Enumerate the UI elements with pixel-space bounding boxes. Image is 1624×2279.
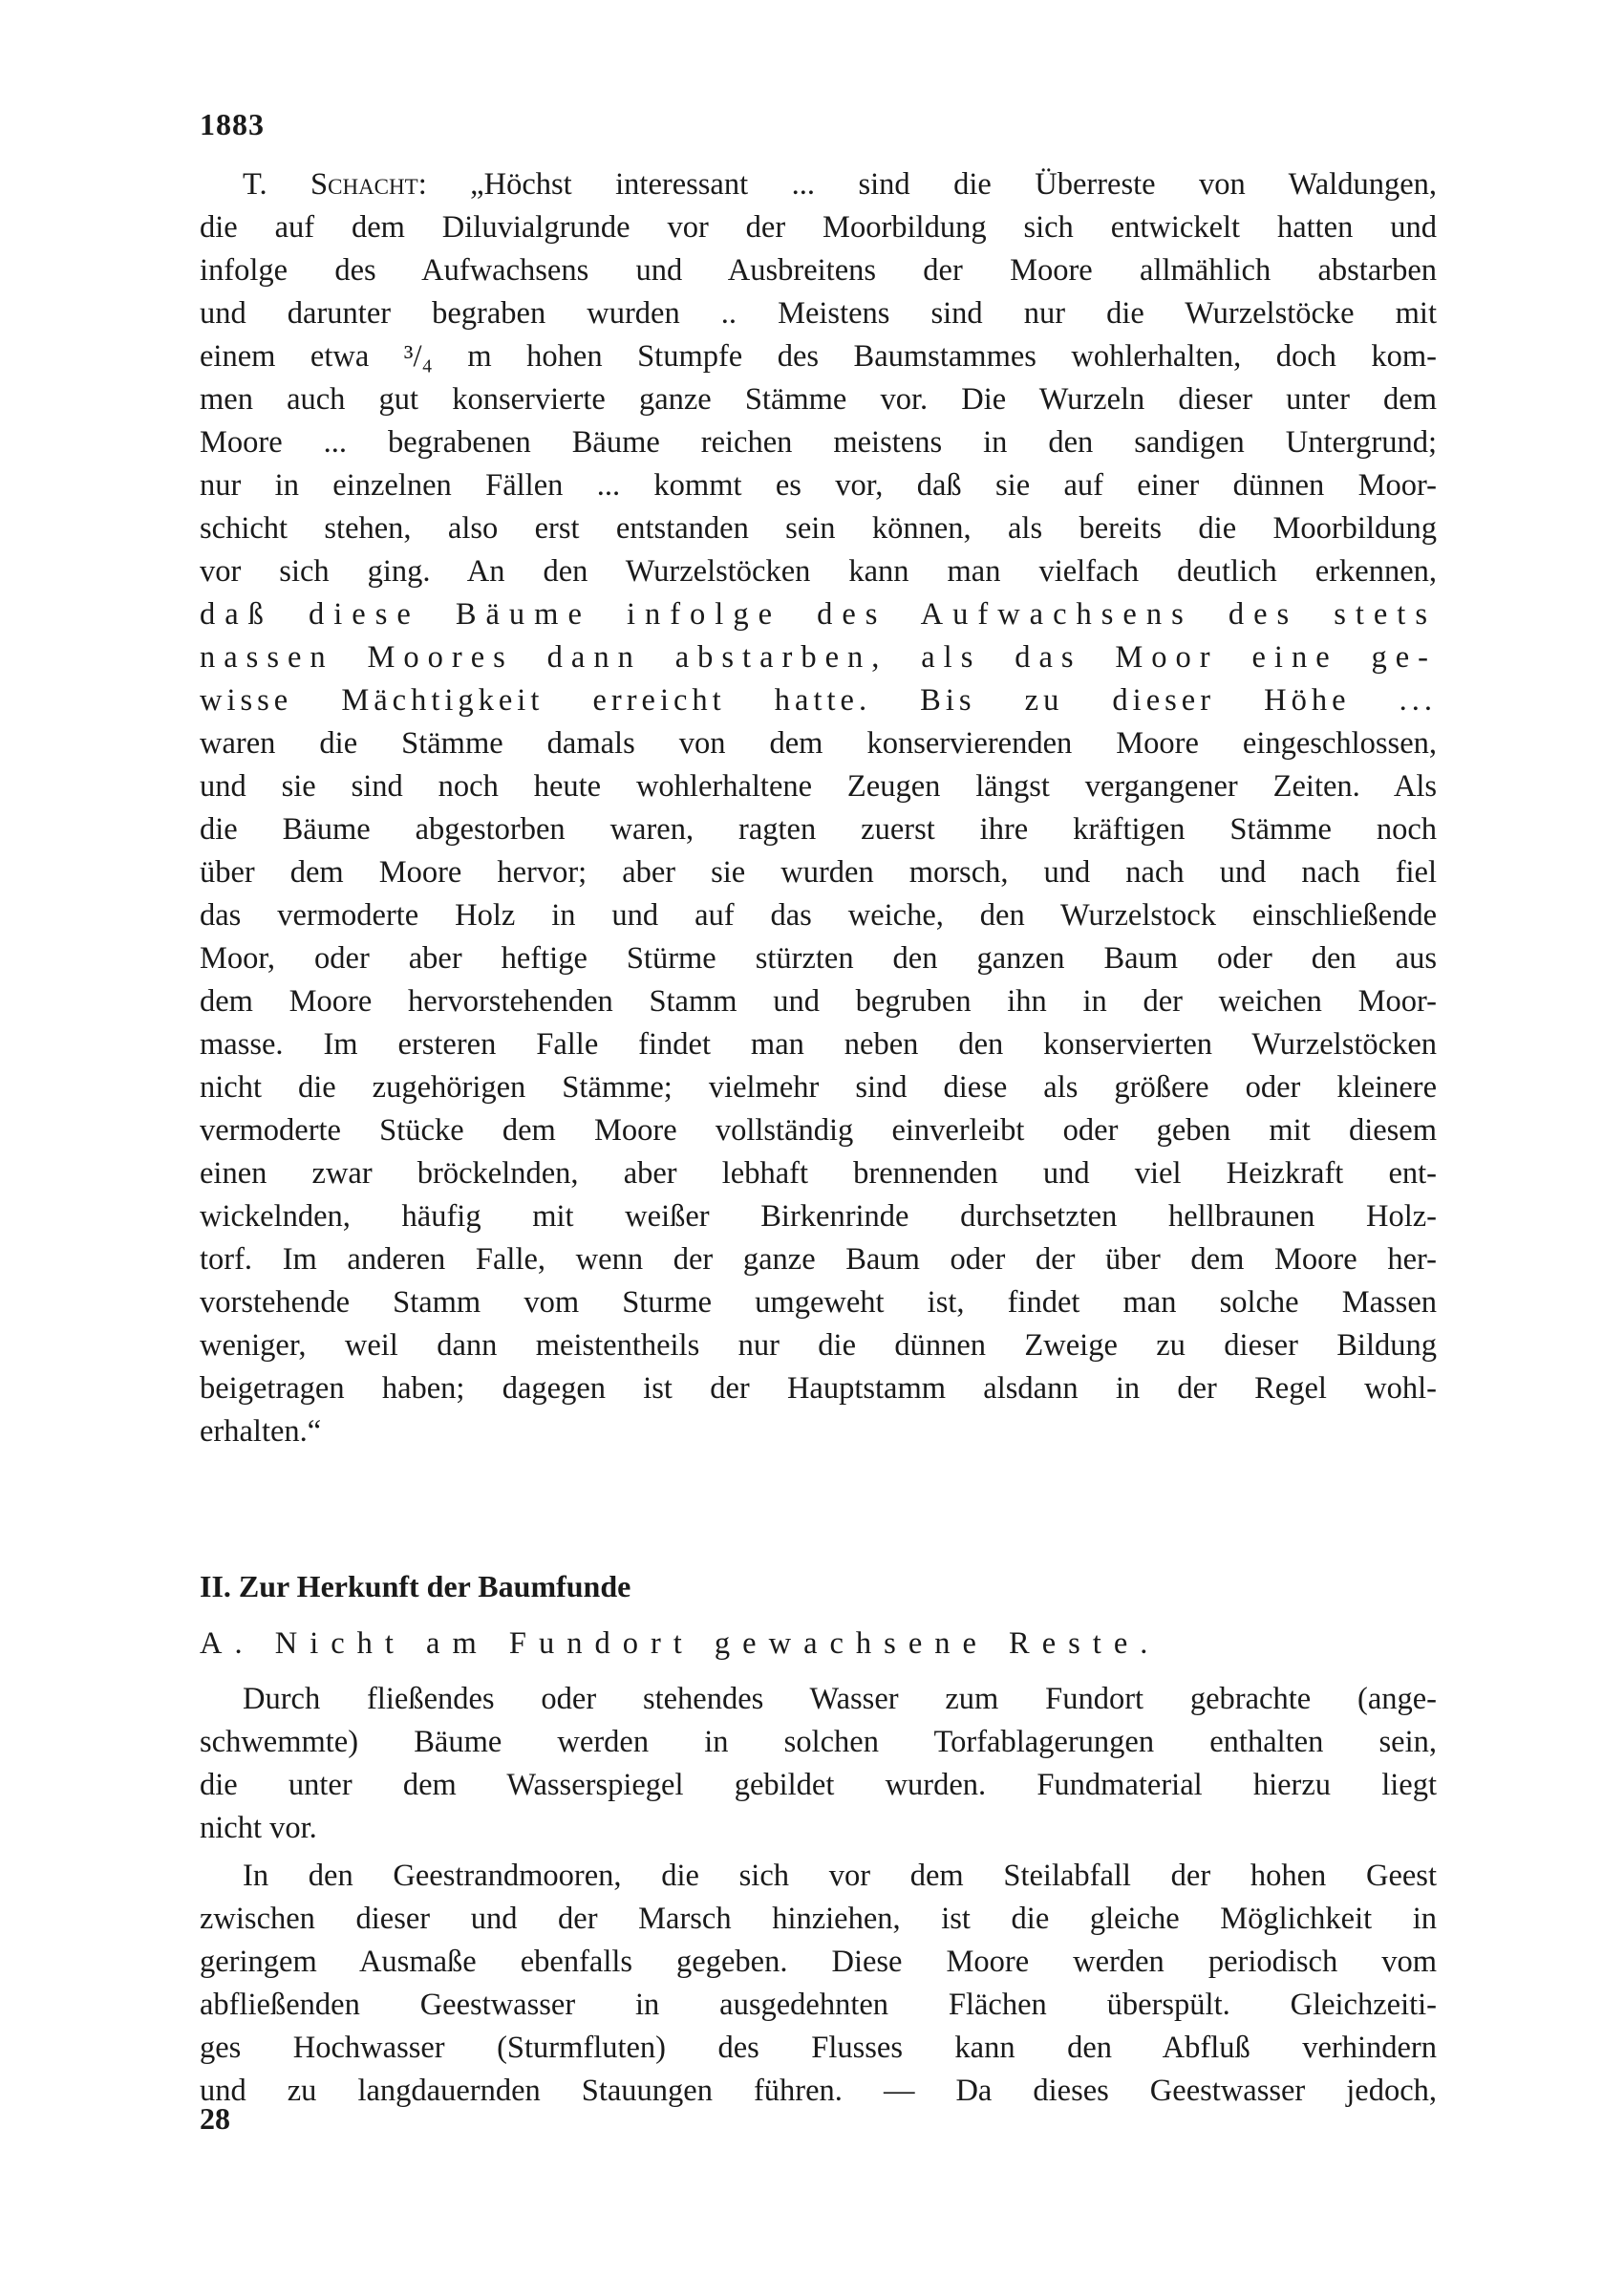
text-line: waren die Stämme damals von dem konservierenden Moore eingeschlossen,: [200, 726, 1437, 761]
text-line: dem Moore hervorstehenden Stamm und begruben ihn in der weichen Moor-: [200, 984, 1437, 1019]
text-line: ges Hochwasser (Sturmfluten) des Flusses kann den Abfluß verhindern: [200, 2031, 1437, 2065]
section-subheading: A. Nicht am Fundort gewachsene Reste.: [200, 1626, 1161, 1661]
text-line: torf. Im anderen Falle, wenn der ganze Baum oder der über dem Moore her-: [200, 1242, 1437, 1277]
text-line: Durch fließendes oder stehendes Wasser zum Fundort gebrachte (ange-: [243, 1682, 1437, 1716]
text-line: das vermoderte Holz in und auf das weiche, den Wurzelstock einschließende: [200, 898, 1437, 933]
page-number: 28: [200, 2101, 230, 2136]
text-line: über dem Moore hervor; aber sie wurden morsch, und nach und nach fiel: [200, 855, 1437, 890]
text-line: einen zwar bröckelnden, aber lebhaft brennenden und viel Heizkraft ent-: [200, 1156, 1437, 1191]
text-line: abfließenden Geestwasser in ausgedehnten Flächen überspült. Gleichzeiti-: [200, 1988, 1437, 2022]
text-line: men auch gut konservierte ganze Stämme vor. Die Wurzeln dieser unter dem: [200, 382, 1437, 417]
text-line: Moor, oder aber heftige Stürme stürzten den ganzen Baum oder den aus: [200, 941, 1437, 976]
text-line: erhalten.“: [200, 1414, 322, 1449]
spaced-text-line: wisse Mächtigkeit erreicht hatte. Bis zu dieser Höhe ...: [200, 683, 1437, 718]
text-line: beigetragen haben; dagegen ist der Hauptstamm alsdann in der Regel wohl-: [200, 1371, 1437, 1406]
text-line: zwischen dieser und der Marsch hinziehen, ist die gleiche Möglichkeit in: [200, 1902, 1437, 1936]
text-line: die Bäume abgestorben waren, ragten zuerst ihre kräftigen Stämme noch: [200, 812, 1437, 847]
text-line: [243, 165, 1437, 204]
author-name: Schacht: [310, 167, 418, 202]
text-line: infolge des Aufwachsens und Ausbreitens der Moore allmählich abstarben: [200, 253, 1437, 288]
line-rest: : „Höchst interessant ... sind die Überreste von Waldungen,: [417, 167, 1437, 202]
spaced-text-line: daß diese Bäume infolge des Aufwachsens des stets: [200, 597, 1437, 632]
year-heading: 1883: [200, 107, 265, 141]
text-line: geringem Ausmaße ebenfalls gegeben. Diese Moore werden periodisch vom: [200, 1945, 1437, 1979]
text-line: und sie sind noch heute wohlerhaltene Zeugen längst vergangener Zeiten. Als: [200, 769, 1437, 804]
text-line: wickelnden, häufig mit weißer Birkenrinde durchsetzten hellbraunen Holz-: [200, 1199, 1437, 1234]
text-line: die auf dem Diluvialgrunde vor der Moorbildung sich entwickelt hatten und: [200, 210, 1437, 245]
text-line: nicht vor.: [200, 1811, 317, 1845]
text-line: einem etwa ³/₄ m hohen Stumpfe des Baumstammes wohlerhalten, doch kom-: [200, 339, 1437, 374]
text-line: schwemmte) Bäume werden in solchen Torfablagerungen enthalten sein,: [200, 1725, 1437, 1759]
text-line: schicht stehen, also erst entstanden sein können, als bereits die Moorbildung: [200, 511, 1437, 546]
text-line: vor sich ging. An den Wurzelstöcken kann man vielfach deutlich erkennen,: [200, 554, 1437, 589]
text-line: und darunter begraben wurden .. Meistens sind nur die Wurzelstöcke mit: [200, 296, 1437, 331]
text-line: Moore ... begrabenen Bäume reichen meistens in den sandigen Untergrund;: [200, 425, 1437, 460]
spaced-text-line: nassen Moores dann abstarben, als das Moor eine ge-: [200, 640, 1437, 675]
line-prefix: T.: [243, 167, 311, 202]
text-line: nur in einzelnen Fällen ... kommt es vor, daß sie auf einer dünnen Moor-: [200, 468, 1437, 503]
document-page: [200, 0, 1437, 2279]
text-line: die unter dem Wasserspiegel gebildet wurden. Fundmaterial hierzu liegt: [200, 1768, 1437, 1802]
section-heading: II. Zur Herkunft der Baumfunde: [200, 1569, 631, 1603]
text-line: masse. Im ersteren Falle findet man neben den konservierten Wurzelstöcken: [200, 1027, 1437, 1062]
text-line: In den Geestrandmooren, die sich vor dem Steilabfall der hohen Geest: [243, 1859, 1437, 1893]
text-line: nicht die zugehörigen Stämme; vielmehr sind diese als größere oder kleinere: [200, 1070, 1437, 1105]
text-line: vorstehende Stamm vom Sturme umgeweht ist, findet man solche Massen: [200, 1285, 1437, 1320]
text-line: vermoderte Stücke dem Moore vollständig einverleibt oder geben mit diesem: [200, 1113, 1437, 1148]
text-line: und zu langdauernden Stauungen führen. — Da dieses Geestwasser jedoch,: [200, 2074, 1437, 2108]
text-line: weniger, weil dann meistentheils nur die dünnen Zweige zu dieser Bildung: [200, 1328, 1437, 1363]
